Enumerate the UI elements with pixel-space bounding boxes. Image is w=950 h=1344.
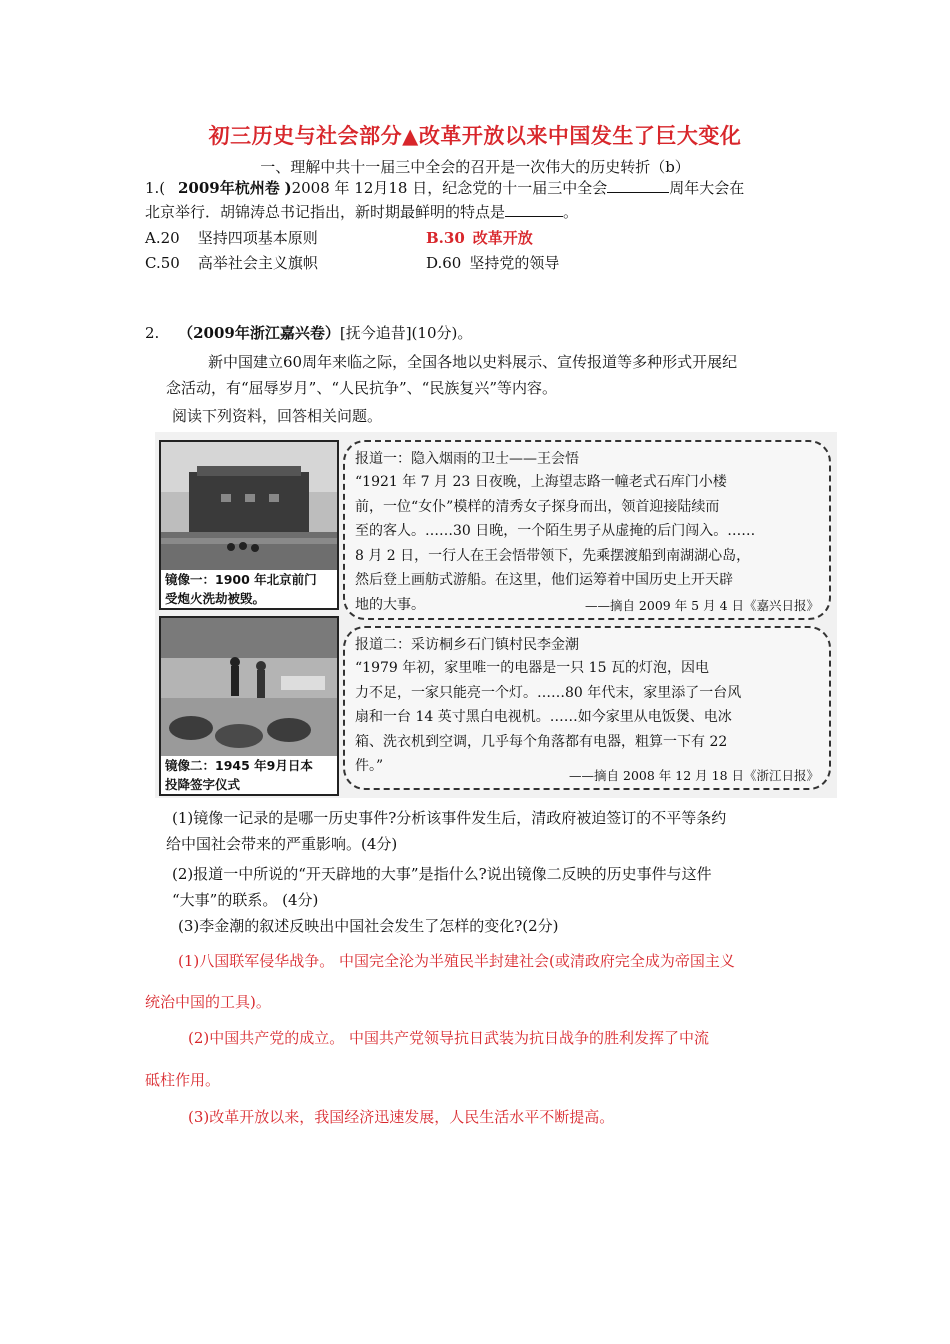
section-heading: 一、理解中共十一届三中全会的召开是一次伟大的历史转折（b） (260, 158, 690, 176)
option-c-label: C.50 (145, 254, 180, 272)
subq1-line2: 给中国社会带来的严重影响。(4分) (166, 835, 398, 853)
subq2-line1: (2)报道一中所说的“开天辟地的大事”是指什么?说出镜像二反映的历史事件与这件 (172, 865, 712, 883)
q1-blank-1 (607, 178, 669, 193)
q1-option-c (145, 251, 318, 275)
q2-intro-line1: 新中国建立60周年来临之际，全国各地以史料展示、宣传报道等多种形式开展纪 (208, 353, 738, 371)
qianmen-photo-image (161, 442, 337, 570)
q2-tag: [抚今追昔](10分)。 (339, 324, 473, 342)
q1-close: ) (284, 179, 292, 197)
q1-line2 (145, 200, 578, 224)
report-two-box (343, 626, 831, 790)
q2-intro-line2: 念活动，有“屈辱岁月”、“人民抗争”、“民族复兴”等内容。 (166, 379, 558, 397)
photo1-caption: 镜像一：1900 年北京前门 受炮火洗劫被毁。 (165, 572, 317, 606)
q1-option-b (426, 226, 533, 250)
surrender-photo-image (161, 618, 337, 756)
option-c-text: 高举社会主义旗帜 (197, 254, 318, 272)
q2-instruction: 阅读下列资料，回答相关问题。 (172, 407, 383, 425)
report2-source: ——摘自 2008 年 12 月 18 日《浙江日报》 (569, 768, 819, 783)
photo-qianmen (159, 440, 339, 610)
option-b-label: B.30 (426, 229, 465, 247)
report1-title: 报道一：隐入烟雨的卫士——王会悟 (355, 451, 579, 467)
q2-header (145, 321, 472, 345)
answer3: (3)改革开放以来，我国经济迅速发展，人民生活水平不断提高。 (188, 1108, 615, 1126)
answer2-line1: (2)中国共产党的成立。 中国共产党领导抗日武装为抗日战争的胜利发挥了中流 (188, 1029, 710, 1047)
report2-title: 报道二：采访桐乡石门镇村民李金潮 (355, 637, 579, 653)
q1-blank-2 (505, 202, 563, 217)
photo-surrender (159, 616, 339, 796)
q1-stem-b: 周年大会在 (669, 179, 745, 197)
subq2-line2: “大事”的联系。 (4分) (172, 891, 319, 909)
option-d-label: D.60 (426, 254, 462, 272)
material-panel (155, 432, 837, 798)
answer1-line1: (1)八国联军侵华战争。 中国完全沦为半殖民半封建社会(或清政府完全成为帝国主义 (178, 952, 735, 970)
report1-source: ——摘自 2009 年 5 月 4 日《嘉兴日报》 (584, 598, 819, 613)
answer1-line2: 统治中国的工具)。 (145, 993, 271, 1011)
q2-source: （2009年浙江嘉兴卷） (178, 324, 340, 342)
q1-line2-end: 。 (563, 203, 579, 221)
subq3: (3)李金潮的叙述反映出中国社会发生了怎样的变化?(2分) (178, 917, 559, 935)
answer2-line2: 砥柱作用。 (145, 1071, 221, 1089)
report1-body: “1921 年 7 月 23 日夜晚，上海望志路一幢老式石库门小楼 前，一位“女仆”模样的清秀女子探身而出，领首迎接陆续而 至的客人。……30 日晚，一个陌生男子从虚掩的后门闯入。…… 8 月 2 日，一行人在王会悟带领下，先乘摆渡船到南湖湖心岛， 然后登上画舫式游船。在这里，他们运筹着中国历史上开天辟 地的大事。 (355, 474, 756, 613)
q1-number: 1.( (145, 179, 166, 197)
option-a-text: 坚持四项基本原则 (197, 229, 318, 247)
subq1-line1: (1)镜像一记录的是哪一历史事件?分析该事件发生后，清政府被迫签订的不平等条约 (172, 809, 727, 827)
option-a-label: A.20 (145, 229, 180, 247)
report-one-box (343, 440, 831, 620)
q1-line1 (145, 176, 744, 200)
photo2-caption: 镜像二：1945 年9月日本 投降签字仪式 (165, 758, 313, 792)
q1-option-d (426, 251, 559, 275)
q1-source: 2009年杭州卷 (177, 179, 280, 197)
report2-body: “1979 年初，家里唯一的电器是一只 15 瓦的灯泡，因电 力不足，一家只能亮一个灯。……80 年代末，家里添了一台风 扇和一台 14 英寸黑白电视机。……如今家里从电饭煲、电冰 箱、洗衣机到空调，几乎每个角落都有电器，粗算一下有 22 件。” (355, 660, 742, 774)
option-b-text: 改革开放 (472, 229, 533, 247)
q1-line2-text: 北京举行．胡锦涛总书记指出，新时期最鲜明的特点是 (145, 203, 506, 221)
q1-stem-a: 2008 年 12月18 日，纪念党的十一届三中全会 (291, 179, 608, 197)
q1-option-a (145, 226, 318, 250)
option-d-text: 坚持党的领导 (469, 254, 560, 272)
page-title: 初三历史与社会部分▲改革开放以来中国发生了巨大变化 (208, 124, 742, 148)
q2-number: 2. (145, 324, 160, 342)
